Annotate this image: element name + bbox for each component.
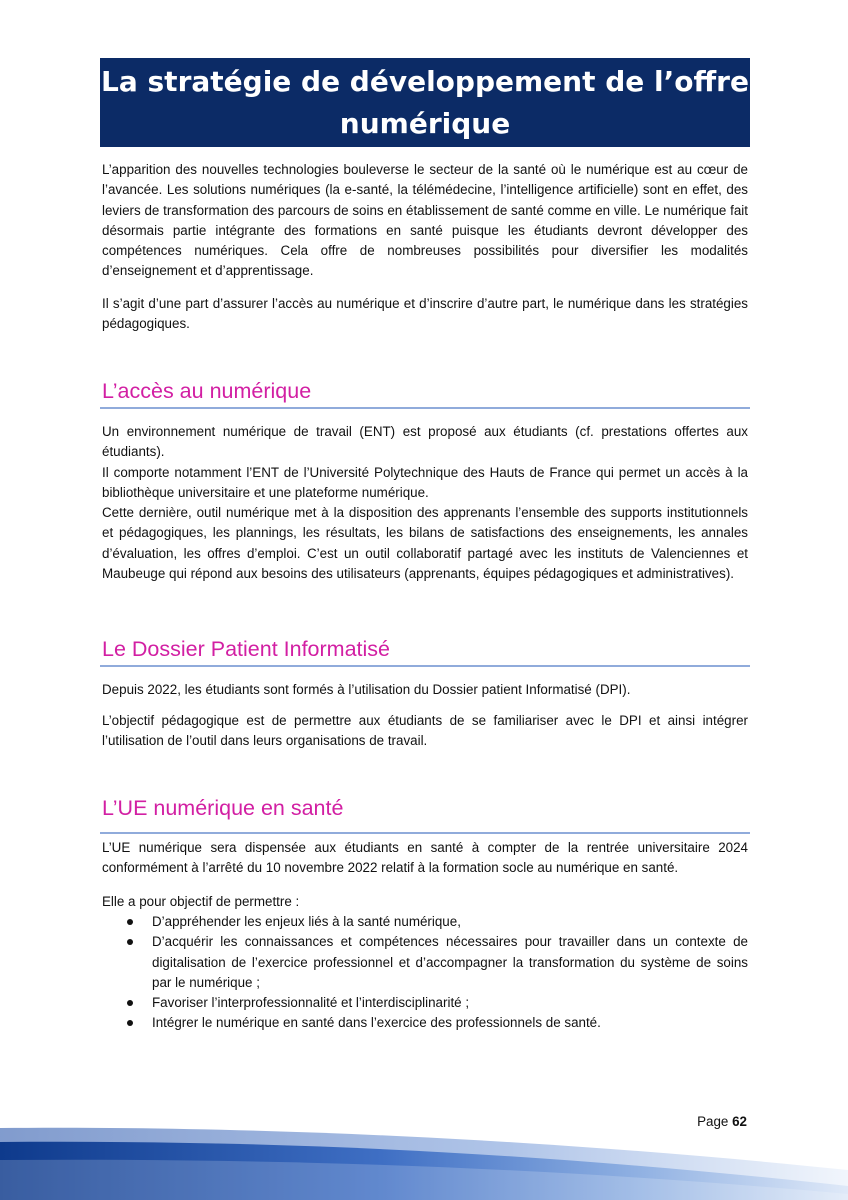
list-item: Favoriser l’interprofessionnalité et l’interdisciplinarité ; <box>102 993 748 1013</box>
access-body <box>102 422 748 584</box>
access-line-1: Un environnement numérique de travail (ENT) est proposé aux étudiants (cf. prestations offertes aux étudiants). <box>102 424 748 460</box>
intro-paragraph-1: L’apparition des nouvelles technologies bouleverse le secteur de la santé où le numérique est au cœur de l’avancée. Les solutions numériques (la e-santé, la télémédecine, l’intelligence artificielle) sont en effet, des leviers de transformation des parcours de soins en établissement de santé comme en ville. Le numérique fait désormais partie intégrante des formations en santé puisque les étudiants devront développer des compétences numériques. Cela offre de nombreuses possibilités pour diversifier les modalités d’enseignement et d’apprentissage. <box>102 162 748 279</box>
list-item: Intégrer le numérique en santé dans l’exercice des professionnels de santé. <box>102 1013 748 1033</box>
ue-paragraph: L’UE numérique sera dispensée aux étudiants en santé à compter de la rentrée universitaire 2024 conformément à l’arrêté du 10 novembre 2022 relatif à la formation socle au numérique en santé. <box>102 840 748 876</box>
dpi-paragraph-2: L’objectif pédagogique est de permettre aux étudiants de se familiariser avec le DPI et ainsi intégrer l’utilisation de l’outil dans leurs organisations de travail. <box>102 713 748 749</box>
heading-access: L’accès au numérique <box>102 379 312 403</box>
list-item: D’acquérir les connaissances et compétences nécessaires pour travailler dans un contexte de digitalisation de l’exercice professionnel et d’accompagner la transformation du système de soins par le numérique ; <box>102 932 748 993</box>
page-title: La stratégie de développement de l’offre numérique <box>100 58 750 147</box>
heading-rule <box>100 832 750 834</box>
footer-decoration <box>0 1120 848 1200</box>
heading-ue: L’UE numérique en santé <box>102 796 344 820</box>
heading-rule <box>100 665 750 667</box>
ue-list-intro: Elle a pour objectif de permettre : <box>102 894 300 909</box>
page-number-value: 62 <box>732 1114 747 1129</box>
intro-paragraph-2: Il s’agit d’une part d’assurer l’accès au numérique et d’inscrire d’autre part, le numérique dans les stratégies pédagogiques. <box>102 296 748 332</box>
ue-objectives-list <box>102 912 748 1034</box>
list-item: D’appréhender les enjeux liés à la santé numérique, <box>102 912 748 932</box>
access-line-3: Cette dernière, outil numérique met à la disposition des apprenants l’ensemble des supports institutionnels et pédagogiques, les plannings, les résultats, les bilans de satisfactions des enseignements, les annales d’évaluation, les offres d’emploi. C’est un outil collaboratif partagé avec les instituts de Valenciennes et Maubeuge qui répond aux besoins des utilisateurs (apprenants, équipes pédagogiques et administratives). <box>102 505 748 582</box>
dpi-paragraph-1: Depuis 2022, les étudiants sont formés à l’utilisation du Dossier patient Informatisé (DPI). <box>102 682 631 697</box>
heading-rule <box>100 407 750 409</box>
access-line-2: Il comporte notamment l’ENT de l’Université Polytechnique des Hauts de France qui permet un accès à la bibliothèque universitaire et une plateforme numérique. <box>102 464 748 500</box>
heading-dpi: Le Dossier Patient Informatisé <box>102 637 390 661</box>
page-label: Page <box>697 1114 729 1129</box>
